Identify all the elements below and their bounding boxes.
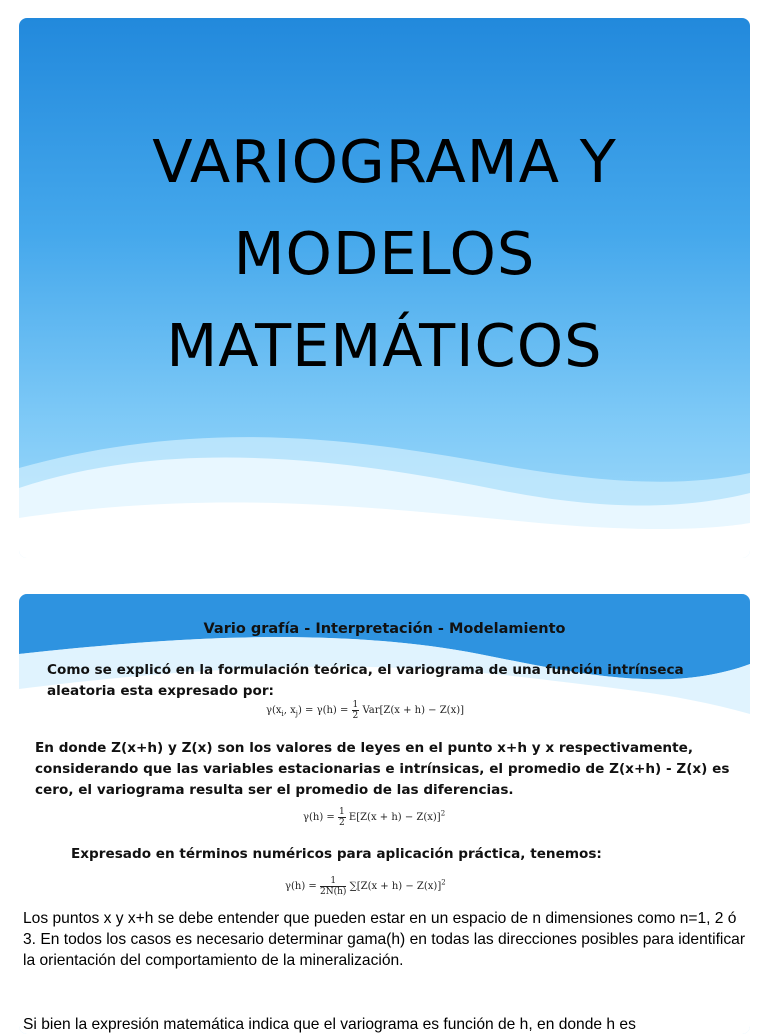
formula-3-rhs: ∑[Z(x + h) − Z(x)] xyxy=(349,881,442,892)
formula-3-lhs: γ(h) = xyxy=(285,881,320,892)
paragraph-3: Expresado en términos numéricos para aplicación práctica, tenemos: xyxy=(71,846,602,862)
formula-1-mid: , x xyxy=(283,705,296,716)
formula-3-den: 2N(h) xyxy=(319,887,347,897)
formula-1-sub-j: j xyxy=(295,710,298,718)
formula-3-fraction xyxy=(320,876,346,897)
title-line-1: VARIOGRAMA Y xyxy=(152,127,617,196)
formula-3-num: 1 xyxy=(320,876,346,887)
title-slide xyxy=(19,18,750,558)
title-line-3: MATEMÁTICOS xyxy=(166,311,603,380)
formula-1-num: 1 xyxy=(352,700,359,710)
formula-2-rhs: E[Z(x + h) − Z(x)] xyxy=(348,812,441,823)
paragraph-4: Los puntos x y x+h se debe entender que pueden estar en un espacio de n dimensiones como n=1, 2 ó 3. En todos los casos es necesario determinar gama(h) en todas las direcciones posibles para identificar la orientación del comportamiento de la mineralización. xyxy=(23,910,746,969)
formula-3-sup: 2 xyxy=(441,878,446,887)
formula-1-fraction xyxy=(352,700,360,721)
formula-1-lhs: γ(x xyxy=(266,705,282,716)
paragraph-1: Como se explicó en la formulación teórica, el variograma de una función intrínseca aleatoria esta expresado por: xyxy=(47,662,684,699)
formula-2-den: 2 xyxy=(338,818,345,828)
formula-1 xyxy=(266,700,464,721)
formula-2-fraction xyxy=(338,807,346,828)
paragraph-5: Si bien la expresión matemática indica que el variograma es función de h, en donde h es xyxy=(23,1016,636,1033)
slide-heading: Vario grafía - Interpretación - Modelamiento xyxy=(203,621,566,637)
formula-1-den: 2 xyxy=(352,711,359,721)
formula-1-lhs-end: ) = γ(h) = xyxy=(297,705,352,716)
paragraph-2: En donde Z(x+h) y Z(x) son los valores de leyes en el punto x+h y x respectivamente, considerando que las variables estacionarias e intrínsicas, el promedio de Z(x+h) - Z(x) es cero, el variograma resulta ser el promedio de las diferencias. xyxy=(35,740,730,798)
formula-2-lhs: γ(h) = xyxy=(303,812,338,823)
formula-1-sub-i: i xyxy=(281,710,284,718)
formula-1-rhs: Var[Z(x + h) − Z(x)] xyxy=(362,705,465,716)
formula-2-sup: 2 xyxy=(440,809,446,818)
title-line-2: MODELOS xyxy=(233,219,536,288)
slide-title xyxy=(19,116,750,392)
formula-2 xyxy=(303,807,445,828)
formula-3 xyxy=(285,876,446,897)
formula-2-num: 1 xyxy=(338,807,345,817)
